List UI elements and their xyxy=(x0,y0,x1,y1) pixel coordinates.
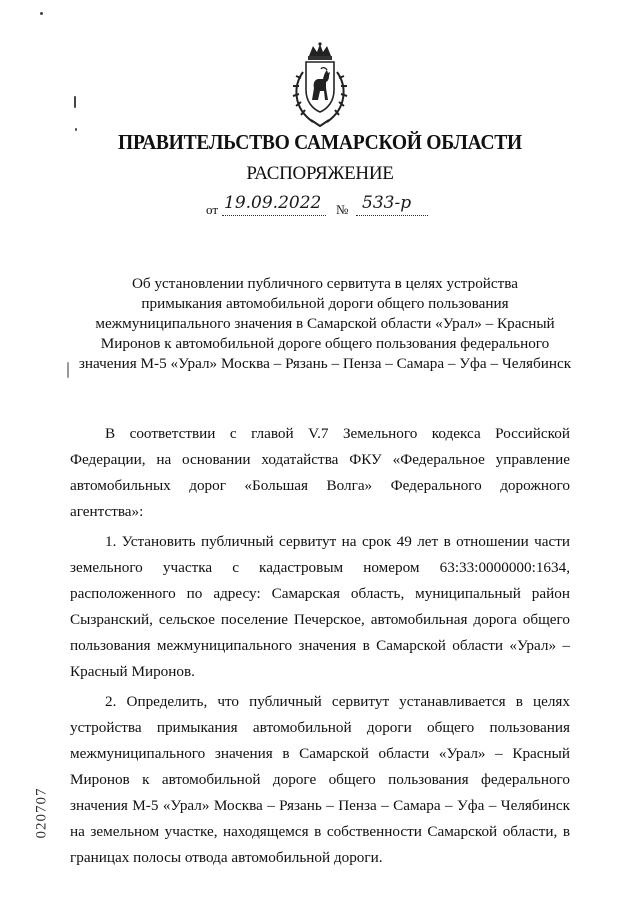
subject-line: примыкания автомобильной дороги общего пользования xyxy=(141,295,509,312)
scan-mark xyxy=(67,362,69,378)
scan-speck xyxy=(40,12,43,15)
coat-of-arms-icon xyxy=(287,42,353,128)
side-number-text: 020707 xyxy=(33,787,50,839)
subject-line: межмуниципального значения в Самарской области «Урал» – Красный xyxy=(95,315,555,332)
scan-mark xyxy=(74,96,76,108)
subject-line: Об установлении публичного сервитута в целях устройства xyxy=(131,275,519,292)
document-subject xyxy=(70,274,580,374)
number-label: № xyxy=(336,202,349,217)
handwritten-date: 19.09.2022 xyxy=(224,193,322,213)
item-1-paragraph: 1. Установить публичный сервитут на срок 49 лет в отношении части земельного участка с кадастровым номером 63:33:0000000:1634, расположенного по адресу: Самарская область, муниципальный район Сызранский, сельское поселение Печерское, автомобильная дорога общего пользования межмуниципального значения в Самарской области «Урал» – Красный Миронов. xyxy=(70,533,570,680)
document-body xyxy=(70,421,570,875)
preamble-paragraph: В соответствии с главой V.7 Земельного кодекса Российской Федерации, на основании ходатайства ФКУ «Федеральное управление автомобильных дорог «Большая Волга» Федерального дорожного агентства»: xyxy=(70,425,570,520)
number-underline xyxy=(356,215,428,217)
document-type: РАСПОРЯЖЕНИЕ xyxy=(246,163,394,184)
subject-line: Миронов к автомобильной дороге общего пользования федерального xyxy=(100,335,550,352)
side-registration-number xyxy=(30,772,50,842)
date-number-line xyxy=(206,193,446,221)
government-title: ПРАВИТЕЛЬСТВО САМАРСКОЙ ОБЛАСТИ xyxy=(118,130,522,154)
date-label: от xyxy=(206,202,219,217)
date-underline xyxy=(222,215,326,217)
handwritten-number: 533-р xyxy=(362,193,412,213)
item-2-paragraph: 2. Определить, что публичный сервитут устанавливается в целях устройства примыкания автомобильной дороги общего пользования межмуниципального значения в Самарской области «Урал» – Красный Миронов к автомобильной дороге общего пользования федерального значения М-5 «Урал» Москва – Рязань – Пенза – Самара – Уфа – Челябинск на земельном участке, находящемся в собственности Самарской области, в границах полосы отвода автомобильной дороги. xyxy=(70,693,570,866)
subject-line: значения М-5 «Урал» Москва – Рязань – Пенза – Самара – Уфа – Челябинск xyxy=(78,355,572,372)
